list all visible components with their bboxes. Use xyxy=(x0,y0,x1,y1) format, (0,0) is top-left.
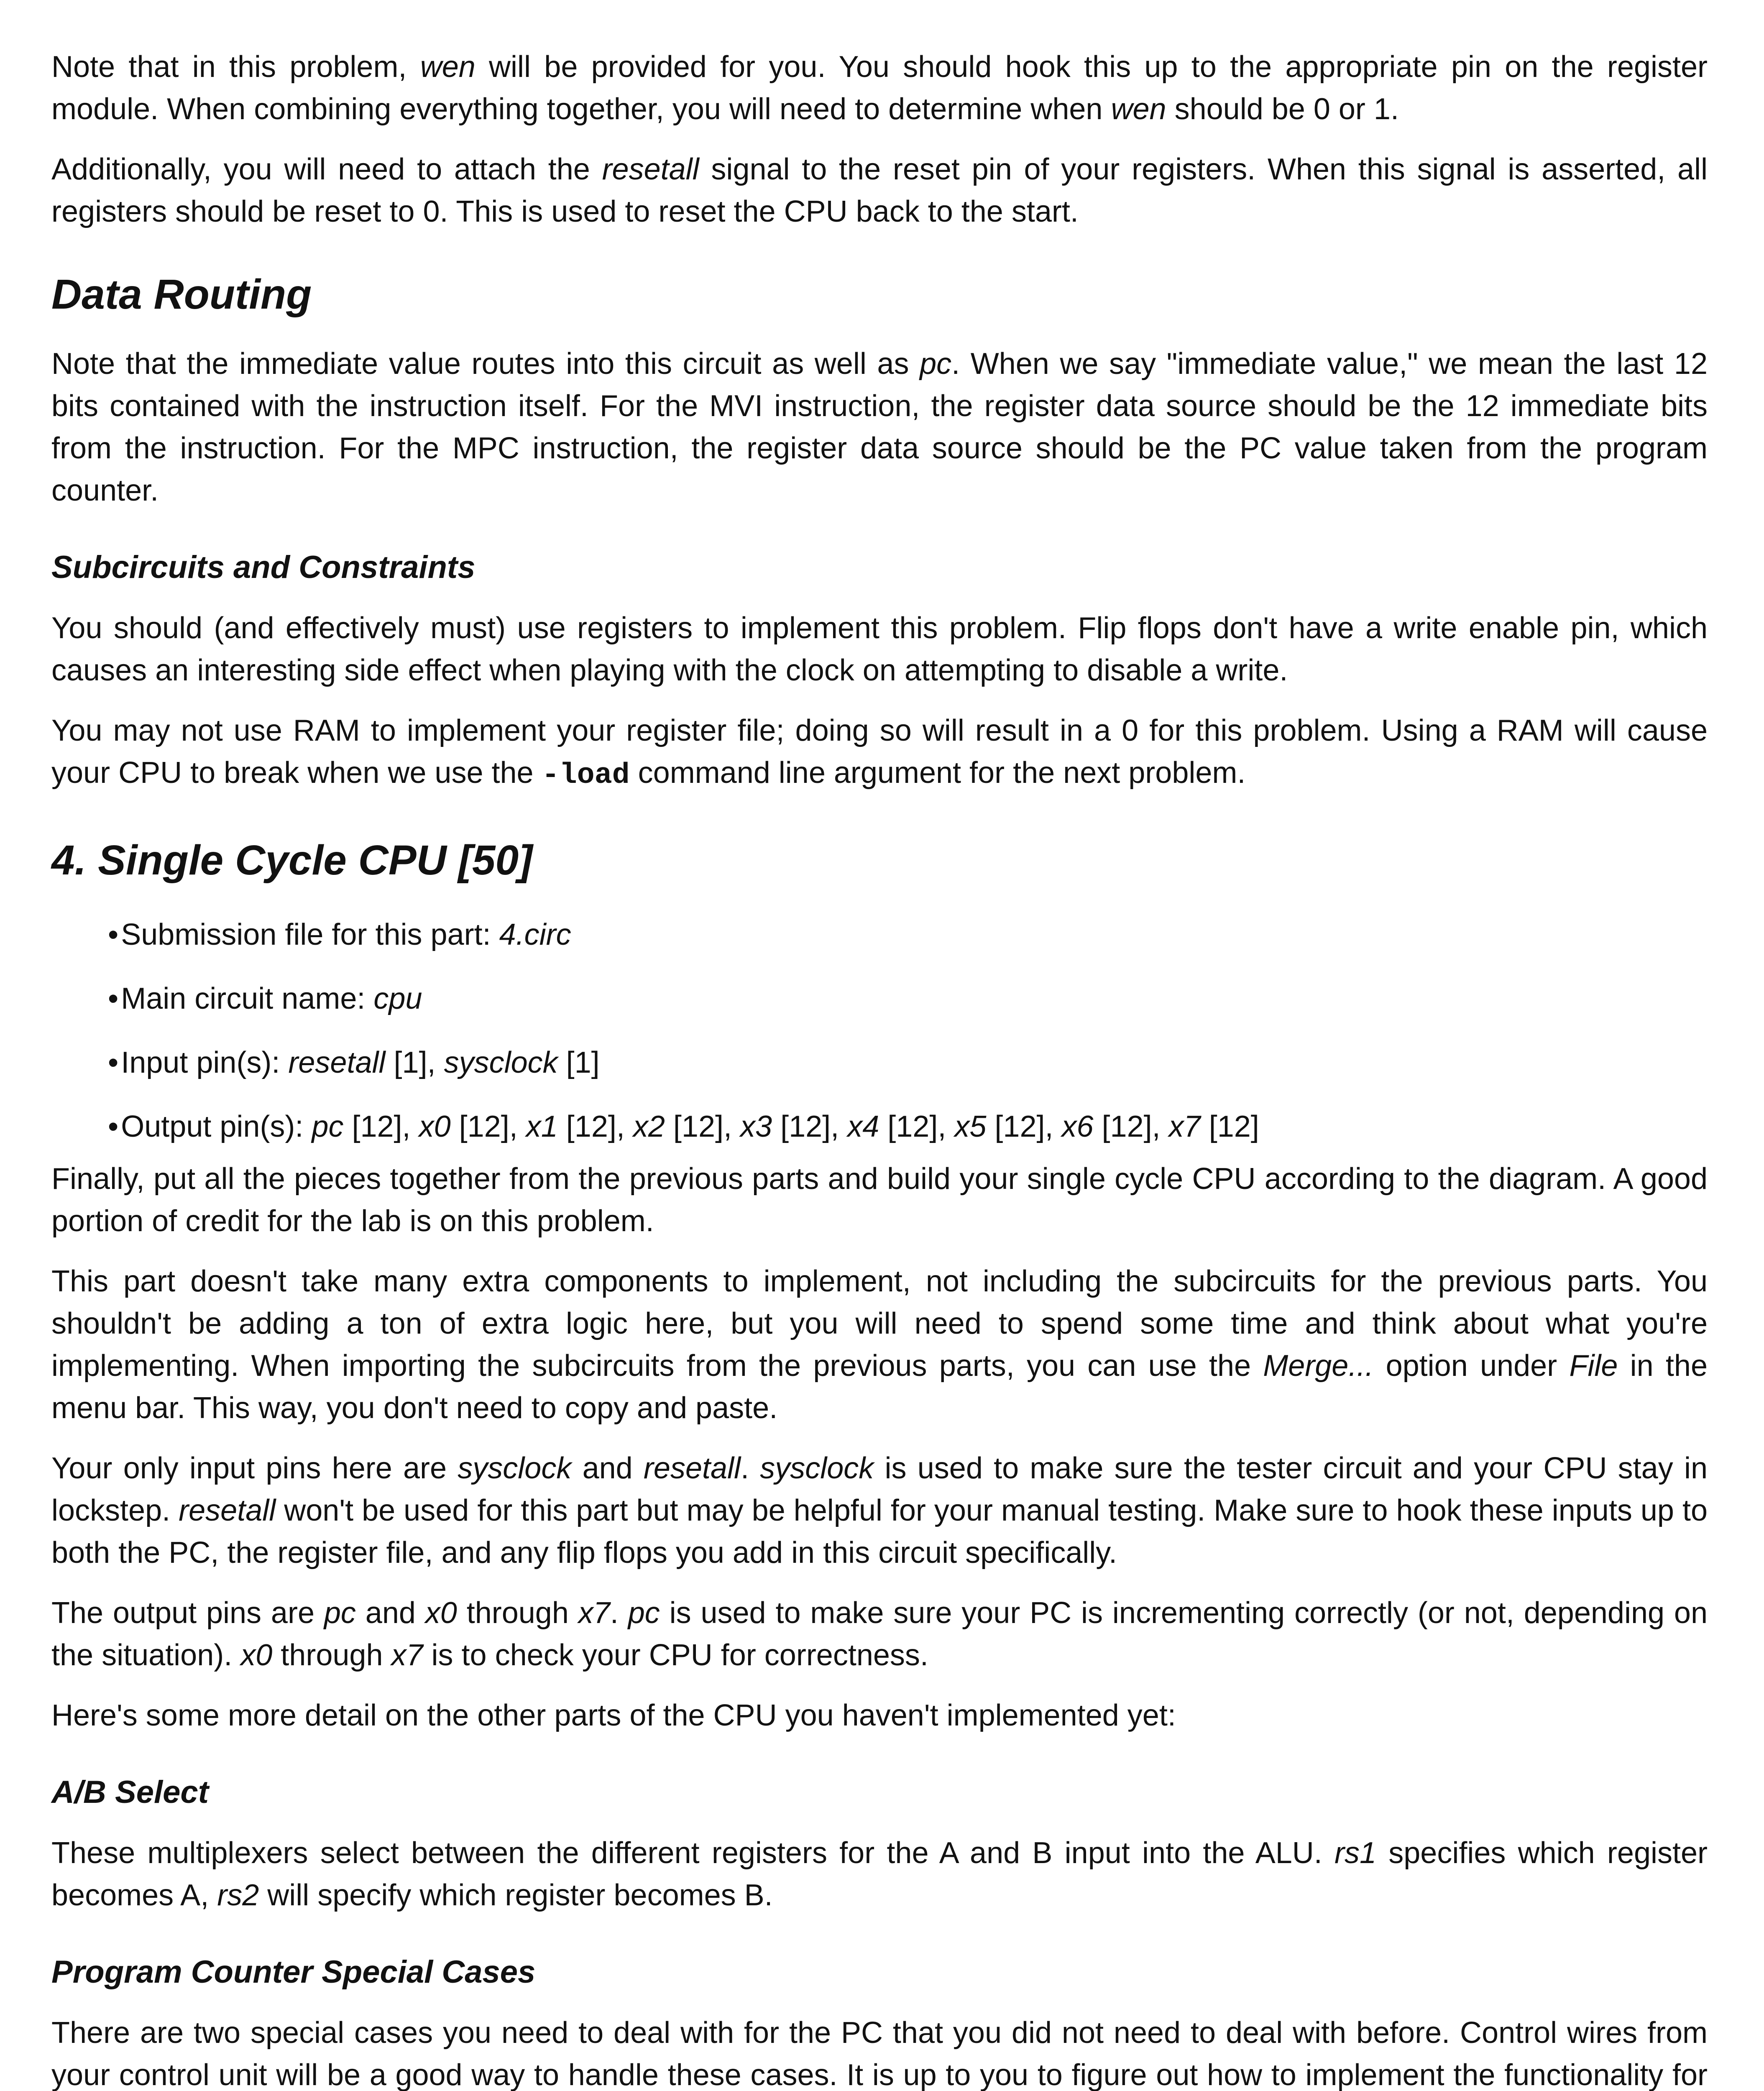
data-routing-heading: Data Routing xyxy=(51,271,312,318)
pc-special-paragraph-1: There are two special cases you need to deal with for the PC that you did not need to deal with before. Control wires from your control unit will be a good way to handle these cases. It is up to you to figure out how to implement the functionality for xyxy=(51,2016,1708,2091)
text-run: You may not use RAM to implement your register file; doing so will result in a 0 for this problem. Using a RAM will cause your CPU to break when we use the xyxy=(51,714,1708,790)
text-run: will be provided for you. You should hook this up to the appropriate pin on the register module. When combining everything together, you will need to determine when xyxy=(51,50,1708,126)
text-run: This part doesn't take many extra components to implement, not including the subcircuits for the previous parts. You shouldn't be adding a ton of extra logic here, but you will need to spend some time and think about what you're implementing. When importing the subcircuits from the previous parts, you can use the xyxy=(51,1265,1708,1383)
data-routing-paragraph xyxy=(51,343,1708,512)
pin-name: x4 xyxy=(847,1110,879,1143)
pin-width: [12], xyxy=(772,1110,848,1143)
extra-components-paragraph xyxy=(51,1260,1708,1429)
signal-name: rs1 xyxy=(1335,1836,1377,1870)
pin-width: [12], xyxy=(1093,1110,1169,1143)
subcircuits-paragraph-2 xyxy=(51,710,1708,797)
text-run: Additionally, you will need to attach the xyxy=(51,153,602,186)
text-run: and xyxy=(571,1452,644,1485)
more-detail-paragraph: Here's some more detail on the other parts of the CPU you haven't implemented yet: xyxy=(51,1699,1176,1732)
document-page xyxy=(51,46,1708,2091)
text-run: is used to make sure the tester circuit and your CPU stay in lockstep. xyxy=(51,1452,1708,1527)
text-run: through xyxy=(272,1639,391,1672)
signal-name: wen xyxy=(420,50,476,84)
item-value: 4.circ xyxy=(499,918,571,951)
list-item xyxy=(108,1106,1708,1148)
finally-paragraph: Finally, put all the pieces together from the previous parts and build your single cycle CPU according to the diagram. A good portion of credit for the lab is on this problem. xyxy=(51,1162,1708,1238)
signal-name: wen xyxy=(1111,92,1166,126)
wen-paragraph xyxy=(51,46,1708,130)
pin-name: pc xyxy=(312,1110,344,1143)
pin-name: x6 xyxy=(1061,1110,1094,1143)
text-run: option under xyxy=(1373,1349,1570,1383)
text-run: These multiplexers select between the different registers for the A and B input into the ALU. xyxy=(51,1836,1335,1870)
pin-width: [1] xyxy=(557,1046,600,1079)
signal-name: pc xyxy=(920,347,952,381)
item-label: Input pin(s): xyxy=(121,1046,289,1079)
item-value: cpu xyxy=(373,982,422,1015)
list-item xyxy=(108,914,1708,956)
pc-special-cases-heading: Program Counter Special Cases xyxy=(51,1954,536,1990)
text-run: . xyxy=(741,1452,760,1485)
requirements-list xyxy=(51,914,1708,1148)
subcircuits-paragraph-1: You should (and effectively must) use registers to implement this problem. Flip flops don't have a write enable pin, which causes an interesting side effect when playing with the clock on attempting to disable a write. xyxy=(51,611,1708,687)
text-run: Your only input pins here are xyxy=(51,1452,458,1485)
pin-width: [12], xyxy=(879,1110,955,1143)
input-pins-paragraph xyxy=(51,1447,1708,1574)
text-run: in the menu bar. This way, you don't need to copy and paste. xyxy=(51,1349,1708,1425)
text-run: signal to the reset pin of your registers. When this signal is asserted, all registers should be reset to 0. This is used to reset the CPU back to the start. xyxy=(51,153,1708,228)
menu-option-name: Merge... xyxy=(1263,1349,1374,1383)
pin-name: x7 xyxy=(1168,1110,1201,1143)
text-run: Note that the immediate value routes into this circuit as well as xyxy=(51,347,920,381)
list-item xyxy=(108,1042,1708,1084)
signal-name: resetall xyxy=(179,1494,276,1527)
output-pins-paragraph xyxy=(51,1592,1708,1677)
signal-name: x7 xyxy=(578,1596,610,1630)
pin-name: x0 xyxy=(419,1110,451,1143)
section-4-heading: 4. Single Cycle CPU [50] xyxy=(51,837,533,884)
text-run: through xyxy=(457,1596,578,1630)
item-label: Output pin(s): xyxy=(121,1110,312,1143)
signal-name: resetall xyxy=(602,153,699,186)
text-run: command line argument for the next problem. xyxy=(629,756,1246,790)
text-run: The output pins are xyxy=(51,1596,324,1630)
pin-name: x3 xyxy=(740,1110,772,1143)
pin-width: [12], xyxy=(986,1110,1062,1143)
resetall-paragraph xyxy=(51,148,1708,233)
bullet-icon: • xyxy=(108,1046,119,1079)
signal-name: sysclock xyxy=(760,1452,874,1485)
pin-name: resetall xyxy=(288,1046,386,1079)
signal-name: sysclock xyxy=(458,1452,572,1485)
pin-width: [1], xyxy=(385,1046,444,1079)
pin-width: [12], xyxy=(343,1110,419,1143)
signal-name: pc xyxy=(628,1596,660,1630)
signal-name: x0 xyxy=(425,1596,457,1630)
text-run: specifies which register becomes A, xyxy=(51,1836,1708,1912)
list-item xyxy=(108,978,1708,1020)
menu-name: File xyxy=(1569,1349,1618,1383)
text-run: is to check your CPU for correctness. xyxy=(423,1639,928,1672)
pin-width: [12], xyxy=(665,1110,741,1143)
pin-name: x1 xyxy=(526,1110,558,1143)
signal-name: x0 xyxy=(240,1639,273,1672)
pin-name: x5 xyxy=(954,1110,987,1143)
signal-name: x7 xyxy=(391,1639,423,1672)
ab-select-heading: A/B Select xyxy=(51,1774,209,1810)
text-run: should be 0 or 1. xyxy=(1166,92,1399,126)
pin-width: [12] xyxy=(1200,1110,1259,1143)
code-snippet: -load xyxy=(542,759,630,792)
bullet-icon: • xyxy=(108,1110,119,1143)
bullet-icon: • xyxy=(108,982,119,1015)
item-label: Submission file for this part: xyxy=(121,918,499,951)
pin-name: sysclock xyxy=(444,1046,558,1079)
pin-name: x2 xyxy=(633,1110,665,1143)
text-run: is used to make sure your PC is incrementing correctly (or not, depending on the situation). xyxy=(51,1596,1708,1672)
subcircuits-heading: Subcircuits and Constraints xyxy=(51,550,476,585)
text-run: won't be used for this part but may be helpful for your manual testing. Make sure to hook these inputs up to both the PC, the register file, and any flip flops you add in this circuit specifically. xyxy=(51,1494,1708,1570)
signal-name: rs2 xyxy=(217,1879,259,1912)
text-run: will specify which register becomes B. xyxy=(259,1879,773,1912)
text-run: . xyxy=(610,1596,628,1630)
text-run: . When we say "immediate value," we mean the last 12 bits contained with the instruction itself. For the MVI instruction, the register data source should be the 12 immediate bits from the instruction. For the MPC instruction, the register data source should be the PC value taken from the program counter. xyxy=(51,347,1708,507)
item-label: Main circuit name: xyxy=(121,982,374,1015)
pin-width: [12], xyxy=(557,1110,633,1143)
bullet-icon: • xyxy=(108,918,119,951)
signal-name: resetall xyxy=(643,1452,741,1485)
pin-width: [12], xyxy=(450,1110,526,1143)
ab-select-paragraph xyxy=(51,1832,1708,1917)
text-run: Note that in this problem, xyxy=(51,50,420,84)
signal-name: pc xyxy=(324,1596,356,1630)
text-run: and xyxy=(355,1596,425,1630)
